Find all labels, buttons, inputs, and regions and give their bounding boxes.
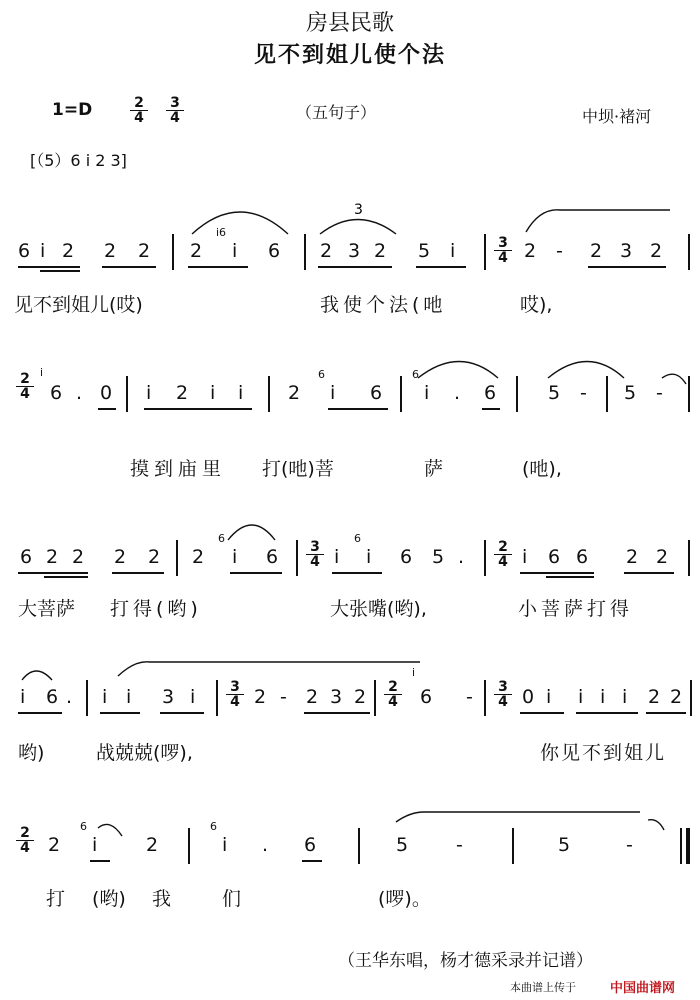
lyric-3b: 打得(哟) xyxy=(110,598,202,620)
lyric-5b: (哟) xyxy=(92,888,126,910)
song-title: 见不到姐儿使个法 xyxy=(253,43,446,68)
meter-3-4: $\frac{3}{4}$ xyxy=(166,96,184,125)
score-page: 房县民歌 见不到姐儿使个法 1=D $\frac{2}{4}$ $\frac{3}{4}$ （五句子） 中坝·褚河 [（5）6 i 2 3] 3 6 i 2 2 2 2 i6 i 6 2 3 2 5 i $\frac{3}{4}$ 2 - 2 3 2 见不到姐儿(哎) 我使个法(吔 哎), $\frac{2}{4}$ i 6 . 0 i 2 i i 2 6 i 6 6 i . 6 5 - 5 - 摸到庙里 打(吔)菩 萨 (吔), 6 2 2 2 2 2 6 i 6 $\frac{3}{4}$ i 6 i 6 5 . $\frac{2}{4}$ i 6 6 2 2 大菩萨 打得(哟) 大张嘴(哟), 小菩萨打得 i 6 . i i 3 i $\frac{3}{4}$ 2 - 2 3 2 $\frac{2}{4}$ i 6 - $\frac{3}{4}$ 0 i i i i 2 2 哟) 战兢兢(啰), 你见不到姐儿 $\frac{2}{4}$ 2 6 i 2 6 i . 6 5 - 5 - 打 (哟) 我 们 (啰)。 （王华东唱，杨才德采录并记谱） 本曲谱上传于 中国曲谱网 xyxy=(0,0,700,1000)
lyric-1c: 哎), xyxy=(520,294,553,316)
song-source: 中坝·褚河 xyxy=(582,107,652,126)
lyric-5a: 打 xyxy=(46,888,66,910)
song-form: （五句子） xyxy=(296,103,377,122)
upload-note: 本曲谱上传于 xyxy=(510,981,576,994)
song-category: 房县民歌 xyxy=(305,11,394,36)
lyric-5c: 我 xyxy=(152,888,172,910)
lyric-4a: 哟) xyxy=(18,742,45,764)
lyric-5e: (啰)。 xyxy=(378,888,431,910)
lyric-3a: 大菩萨 xyxy=(18,598,76,620)
lyric-2a: 摸到庙里 xyxy=(130,458,227,480)
lyric-3c: 大张嘴(哟), xyxy=(330,598,427,620)
site-logo: 中国曲谱网 xyxy=(610,981,676,996)
lyric-2b: 打(吔)菩 xyxy=(262,458,334,480)
lyric-1a: 见不到姐儿(哎) xyxy=(14,294,143,316)
credit-line: （王华东唱，杨才德采录并记谱） xyxy=(338,951,593,971)
lyric-4c: 你见不到姐儿 xyxy=(540,742,667,764)
intro-phrase: [（5）6 i 2 3] xyxy=(30,151,127,170)
lyric-2c: 萨 xyxy=(424,458,444,480)
key-signature: 1=D xyxy=(52,100,93,120)
lyric-5d: 们 xyxy=(222,888,242,910)
meter-2-4: $\frac{2}{4}$ xyxy=(130,96,148,125)
lyric-1b: 我使个法(吔 xyxy=(320,294,447,316)
lyric-3d: 小菩萨打得 xyxy=(518,598,634,620)
lyric-2d: (吔), xyxy=(522,458,562,480)
svg-text:3: 3 xyxy=(354,202,363,218)
lyric-4b: 战兢兢(啰), xyxy=(96,742,193,764)
